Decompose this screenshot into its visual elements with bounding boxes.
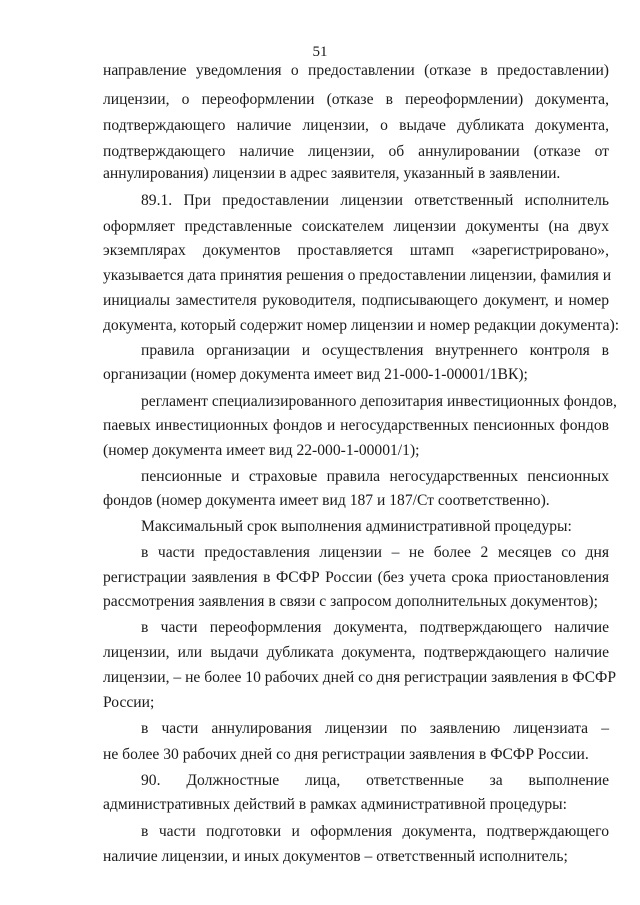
text-line: наличие лицензии, и иных документов – ответственный исполнитель; xyxy=(103,848,568,865)
text-line: 90. Должностные лица, ответственные за выполнение xyxy=(141,772,609,789)
page-number: 51 xyxy=(312,44,328,60)
text-line: не более 30 рабочих дней со дня регистрации заявления в ФСФР России. xyxy=(103,746,589,763)
text-line: правила организации и осуществления внутреннего контроля в xyxy=(141,342,609,359)
text-line: административных действий в рамках административной процедуры: xyxy=(103,796,567,813)
text-line: подтверждающего наличие лицензии, о выдаче дубликата документа, xyxy=(103,117,609,134)
text-line: инициалы заместителя руководителя, подписывающего документ, и номер xyxy=(103,292,609,309)
text-line: фондов (номер документа имеет вид 187 и 187/Ст соответственно). xyxy=(103,492,550,509)
text-line: паевых инвестиционных фондов и негосударственных пенсионных фондов xyxy=(103,417,609,434)
text-line: лицензии, или выдачи дубликата документа, подтверждающего наличие xyxy=(103,644,609,661)
text-line: России; xyxy=(103,694,155,711)
text-line: в части предоставления лицензии – не более 2 месяцев со дня xyxy=(141,544,609,561)
text-line: лицензии, о переоформлении (отказе в переоформлении) документа, xyxy=(103,91,609,108)
text-line: экземплярах документов проставляется штамп «зарегистрировано», xyxy=(103,242,609,259)
text-line: направление уведомления о предоставлении (отказе в предоставлении) xyxy=(103,62,609,79)
text-line: в части подготовки и оформления документа, подтверждающего xyxy=(141,823,609,840)
text-line: оформляет представленные соискателем лицензии документы (на двух xyxy=(103,218,609,235)
text-line: 89.1. При предоставлении лицензии ответственный исполнитель xyxy=(141,192,609,209)
text-line: в части переоформления документа, подтверждающего наличие xyxy=(141,619,609,636)
text-line: регламент специализированного депозитария инвестиционных фондов, xyxy=(141,393,617,410)
text-line: аннулирования) лицензии в адрес заявителя, указанный в заявлении. xyxy=(103,165,561,182)
text-line: регистрации заявления в ФСФР России (без учета срока приостановления xyxy=(103,569,609,586)
text-line: пенсионные и страховые правила негосударственных пенсионных xyxy=(141,468,609,485)
text-line: (номер документа имеет вид 22-000-1-00001/1); xyxy=(103,442,420,459)
text-line: Максимальный срок выполнения административной процедуры: xyxy=(141,518,572,535)
text-line: в части аннулирования лицензии по заявлению лицензиата – xyxy=(141,720,609,737)
text-line: документа, который содержит номер лицензии и номер редакции документа): xyxy=(103,317,620,334)
text-line: рассмотрения заявления в связи с запросом дополнительных документов); xyxy=(103,593,598,610)
text-line: лицензии, – не более 10 рабочих дней со дня регистрации заявления в ФСФР xyxy=(103,669,617,686)
text-line: подтверждающего наличие лицензии, об аннулировании (отказе от xyxy=(103,143,609,160)
text-line: организации (номер документа имеет вид 21-000-1-00001/1ВК); xyxy=(103,366,528,383)
text-line: указывается дата принятия решения о предоставлении лицензии, фамилия и xyxy=(103,267,612,284)
